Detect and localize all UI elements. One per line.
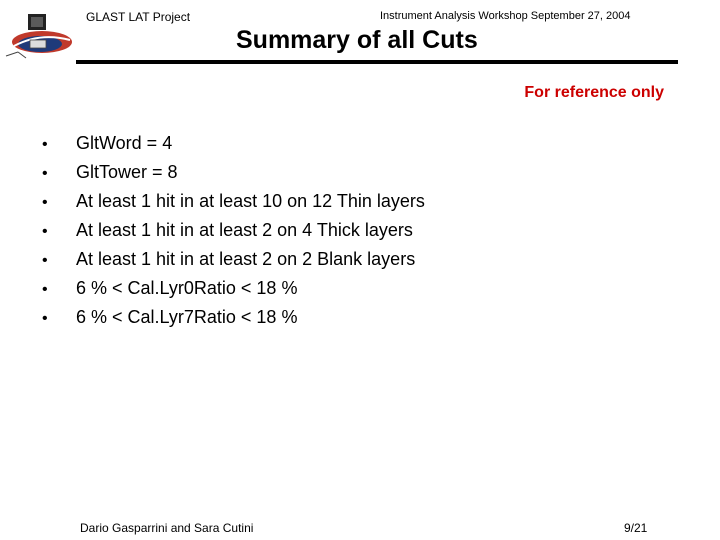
bullet-icon: •	[42, 252, 48, 269]
title-divider	[76, 60, 678, 64]
list-item-text: 6 % < Cal.Lyr7Ratio < 18 %	[76, 307, 298, 327]
bullet-icon: •	[42, 194, 48, 211]
list-item	[42, 187, 425, 216]
footer-authors: Dario Gasparrini and Sara Cutini	[80, 521, 254, 535]
bullet-icon: •	[42, 223, 48, 240]
bullet-icon: •	[42, 136, 48, 153]
reference-note: For reference only	[524, 84, 664, 101]
bullet-icon: •	[42, 281, 48, 298]
workshop-title: Instrument Analysis Workshop September 27, 2004	[380, 10, 631, 22]
project-title: GLAST LAT Project	[86, 10, 191, 24]
list-item-text: GltTower = 8	[76, 162, 178, 182]
list-item-text: 6 % < Cal.Lyr0Ratio < 18 %	[76, 278, 298, 298]
list-item	[42, 216, 425, 245]
list-item	[42, 129, 425, 158]
list-item-text: At least 1 hit in at least 2 on 2 Blank layers	[76, 249, 416, 269]
bullet-icon: •	[42, 165, 48, 182]
list-item	[42, 245, 425, 274]
page-number: 9/21	[624, 521, 648, 535]
glast-logo-icon	[2, 8, 76, 64]
cuts-list	[42, 129, 425, 332]
list-item	[42, 158, 425, 187]
slide-title: Summary of all Cuts	[236, 26, 478, 54]
list-item-text: At least 1 hit in at least 10 on 12 Thin layers	[76, 191, 425, 211]
bullet-icon: •	[42, 310, 48, 327]
list-item	[42, 274, 425, 303]
list-item-text: At least 1 hit in at least 2 on 4 Thick layers	[76, 220, 413, 240]
list-item-text: GltWord = 4	[76, 133, 173, 153]
list-item	[42, 303, 425, 332]
